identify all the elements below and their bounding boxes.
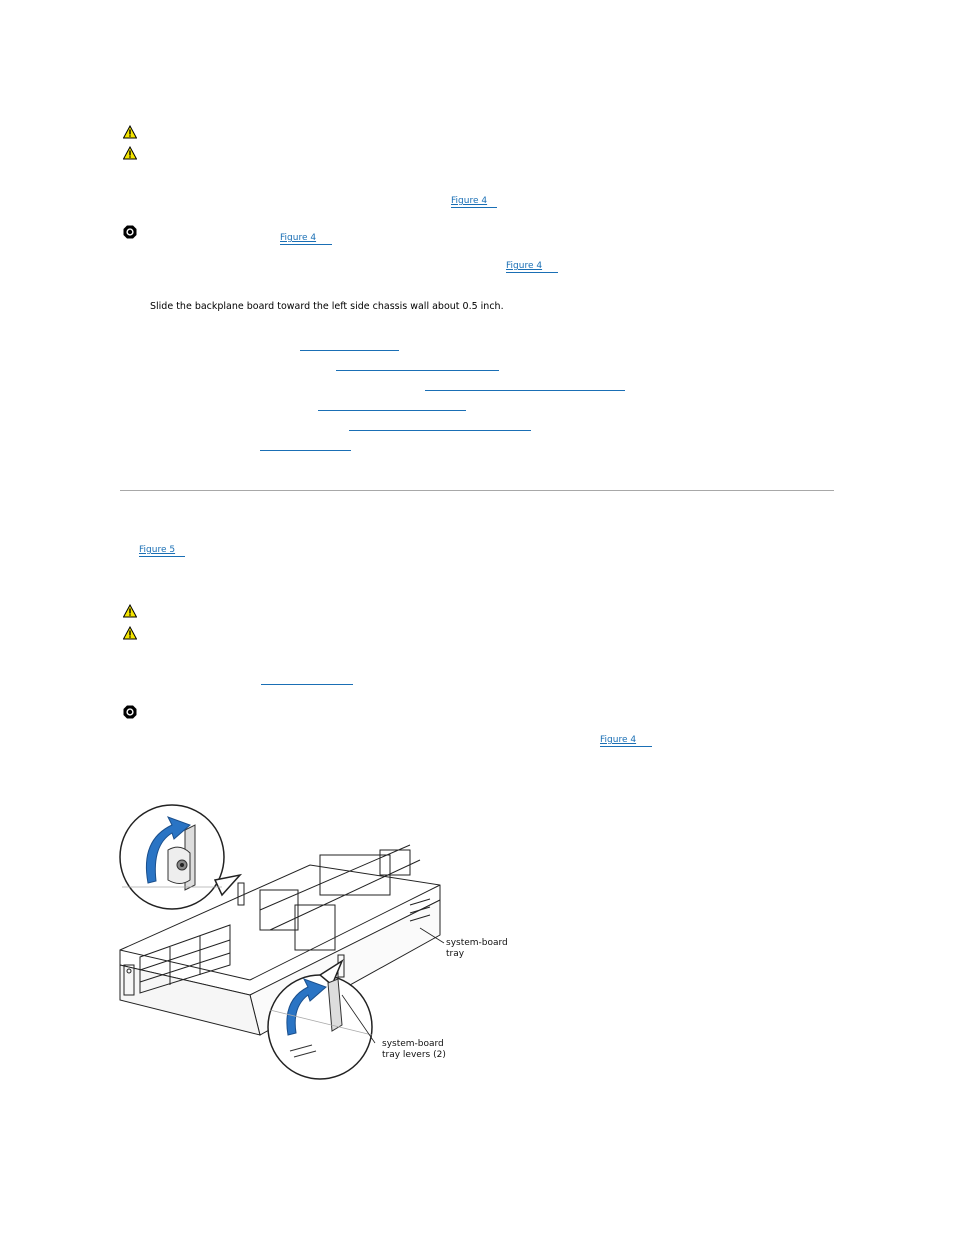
callout-system-board-tray — [446, 938, 508, 960]
reference-link[interactable] — [336, 370, 499, 371]
reference-link[interactable] — [300, 350, 399, 351]
section-divider — [120, 490, 834, 491]
figure-4-link[interactable]: Figure 4 — [280, 233, 317, 243]
link-underline — [280, 244, 332, 245]
link-underline — [600, 746, 652, 747]
callout-system-board-tray-levers — [382, 1039, 446, 1061]
callout-line: tray — [446, 949, 465, 959]
callout-line: system-board — [446, 938, 508, 948]
step-text: Slide the backplane board toward the left side chassis wall about 0.5 inch. — [150, 301, 504, 312]
caution-icon — [123, 604, 137, 618]
link-underline — [451, 207, 497, 208]
notice-icon — [123, 705, 137, 719]
caution-icon — [123, 626, 137, 640]
reference-link[interactable] — [349, 430, 531, 431]
notice-icon — [123, 225, 137, 239]
reference-link[interactable] — [425, 390, 625, 391]
reference-link[interactable] — [260, 450, 351, 451]
callout-line: system-board — [382, 1039, 444, 1049]
link-underline — [506, 272, 558, 273]
callout-line: tray levers (2) — [382, 1050, 446, 1060]
reference-link[interactable] — [261, 684, 353, 685]
figure-4-link[interactable]: Figure 4 — [451, 196, 488, 206]
reference-link[interactable] — [318, 410, 466, 411]
figure-4-link[interactable]: Figure 4 — [600, 735, 637, 745]
figure-4-link[interactable]: Figure 4 — [506, 261, 543, 271]
figure-5-link[interactable]: Figure 5 — [139, 545, 176, 555]
caution-icon — [123, 125, 137, 139]
caution-icon — [123, 146, 137, 160]
link-underline — [139, 556, 185, 557]
